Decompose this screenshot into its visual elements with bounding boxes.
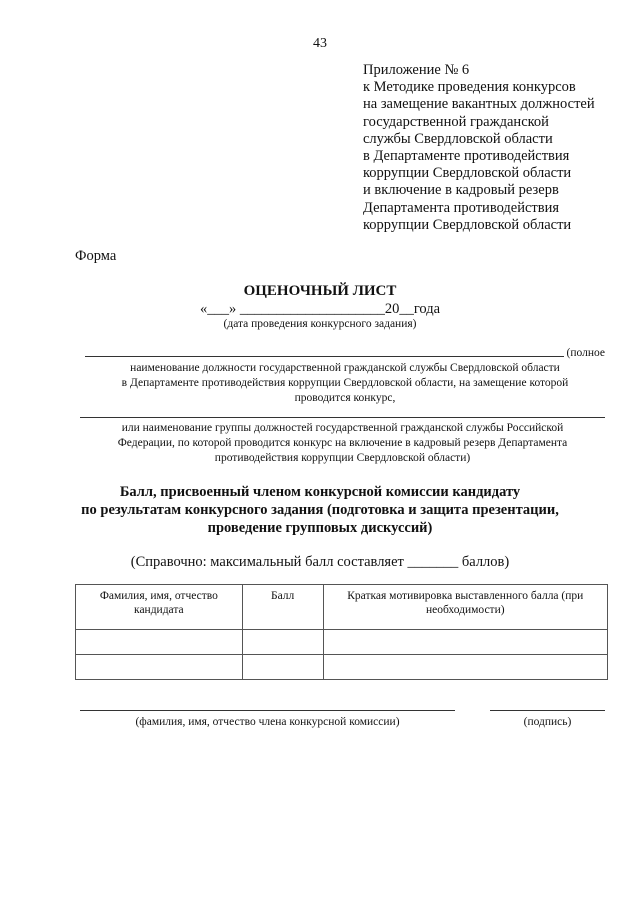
appendix-block <box>363 62 633 234</box>
table-row <box>76 655 608 680</box>
group-line: Федерации, по которой проводится конкурс на включение в кадровый резерв Департамента <box>117 437 568 449</box>
appendix-line: на замещение вакантных должностей <box>363 96 595 113</box>
signature-caption: (подпись) <box>523 716 572 728</box>
table-cell[interactable] <box>242 655 323 680</box>
header-candidate-name: Фамилия, имя, отчество кандидата <box>76 585 243 630</box>
appendix-line: в Департаменте противодействия <box>363 148 570 165</box>
table-cell[interactable] <box>76 655 243 680</box>
signature-line <box>490 710 605 711</box>
appendix-line: службы Свердловской области <box>363 130 553 147</box>
group-line: или наименование группы должностей государственной гражданской службы Российской <box>121 422 564 434</box>
table-cell[interactable] <box>76 630 243 655</box>
heading-line: проведение групповых дискуссий) <box>207 520 433 536</box>
header-score: Балл <box>242 585 323 630</box>
appendix-line: Приложение № 6 <box>363 62 470 78</box>
date-line: «___» ____________________20__года <box>199 301 441 317</box>
form-label: Форма <box>75 248 117 264</box>
header-motivation: Краткая мотивировка выставленного балла (при необходимости) <box>323 585 607 630</box>
max-score-reference: (Справочно: максимальный балл составляет _______ баллов) <box>130 554 510 570</box>
position-line: проводится конкурс, <box>294 392 396 404</box>
page-number: 43 <box>313 36 327 51</box>
member-name-line <box>80 710 455 711</box>
date-caption: (дата проведения конкурсного задания) <box>223 318 417 330</box>
heading-line: по результатам конкурсного задания (подготовка и защита презентации, <box>81 502 559 518</box>
position-fill-row <box>85 346 605 361</box>
member-name-caption: (фамилия, имя, отчество члена конкурсной комиссии) <box>135 716 400 728</box>
table-cell[interactable] <box>242 630 323 655</box>
appendix-line: и включение в кадровый резерв <box>363 182 559 199</box>
group-block <box>80 421 605 466</box>
appendix-line: коррупции Свердловской области <box>363 165 572 182</box>
appendix-line: коррупции Свердловской области <box>363 216 572 233</box>
table-row <box>76 630 608 655</box>
table-cell[interactable] <box>323 655 607 680</box>
table-header-row <box>76 585 608 630</box>
position-line1-end: (полное <box>566 347 605 359</box>
position-line: наименование должности государственной гражданской службы Свердловской области <box>130 362 560 374</box>
heading-line: Балл, присвоенный членом конкурсной комиссии кандидату <box>119 484 521 500</box>
position-line: в Департаменте противодействия коррупции Свердловской области, на замещение которой <box>121 377 569 389</box>
appendix-line: государственной гражданской <box>363 113 549 130</box>
position-block <box>85 346 605 406</box>
appendix-line: Департамента противодействия <box>363 199 560 216</box>
section-heading <box>0 483 640 537</box>
score-table <box>75 584 608 680</box>
document-title: ОЦЕНОЧНЫЙ ЛИСТ <box>243 283 397 299</box>
group-line: противодействия коррупции Свердловской области) <box>214 452 471 464</box>
position-fill-line <box>85 356 564 357</box>
appendix-line: к Методике проведения конкурсов <box>363 79 576 96</box>
group-fill-line <box>80 417 605 418</box>
table-cell[interactable] <box>323 630 607 655</box>
